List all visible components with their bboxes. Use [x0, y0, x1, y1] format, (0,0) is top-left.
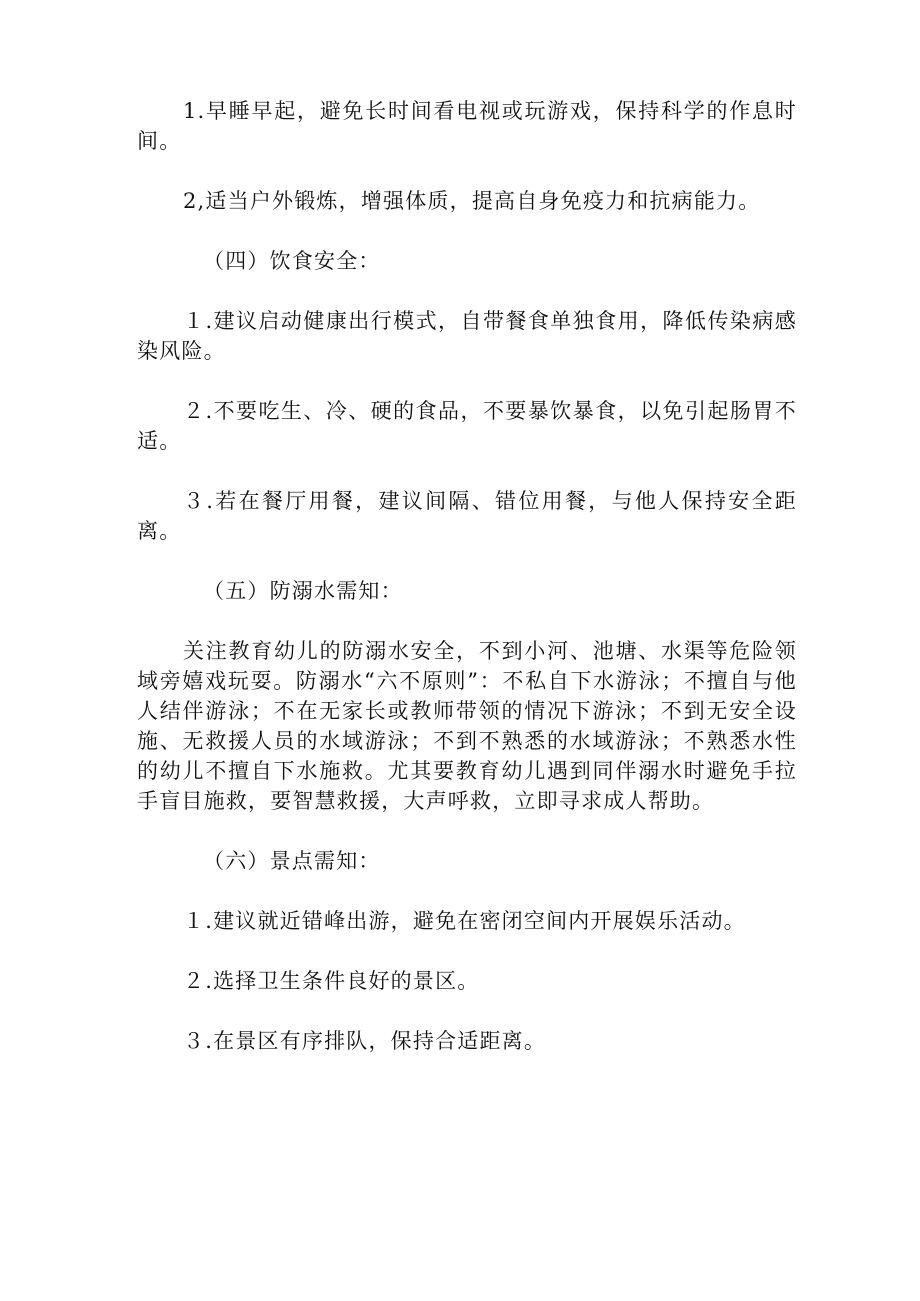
- diet-item-2: ２.不要吃生、冷、硬的食品，不要暴饮暴食，以免引起肠胃不适。: [137, 399, 797, 453]
- drowning-prevention-paragraph: 关注教育幼儿的防溺水安全，不到小河、池塘、水渠等危险领域旁嬉戏玩耍。防溺水“六不原则”：不私自下水游泳；不擅自与他人结伴游泳；不在无家长或教师带领的情况下游泳；不到无安全设施、无救援人员的水域游泳；不到不熟悉的水域游泳；不熟悉水性的幼儿不擅自下水施救。尤其要教育幼儿遇到同伴溺水时避免手拉手盲目施救，要智慧救援，大声呼救，立即寻求成人帮助。: [137, 639, 797, 813]
- section-heading-scenic-spots: （六）景点需知：: [203, 849, 381, 873]
- diet-item-1: １.建议启动健康出行模式，自带餐食单独食用，降低传染病感染风险。: [137, 309, 797, 363]
- scenic-item-2: ２.选择卫生条件良好的景区。: [183, 969, 480, 993]
- scenic-item-3: ３.在景区有序排队，保持合适距离。: [183, 1029, 547, 1053]
- paragraph-item-2: 2,适当户外锻炼，增强体质，提高自身免疫力和抗病能力。: [183, 189, 761, 213]
- scenic-item-1: １.建议就近错峰出游，避免在密闭空间内开展娱乐活动。: [183, 909, 746, 933]
- section-heading-diet-safety: （四）饮食安全：: [203, 249, 381, 273]
- document-body: [137, 96, 797, 1056]
- section-heading-drowning-prevention: （五）防溺水需知：: [203, 579, 403, 603]
- diet-item-3: ３.若在餐厅用餐，建议间隔、错位用餐，与他人保持安全距离。: [137, 489, 797, 543]
- paragraph-item-1: 1.早睡早起，避免长时间看电视或玩游戏，保持科学的作息时间。: [137, 99, 797, 153]
